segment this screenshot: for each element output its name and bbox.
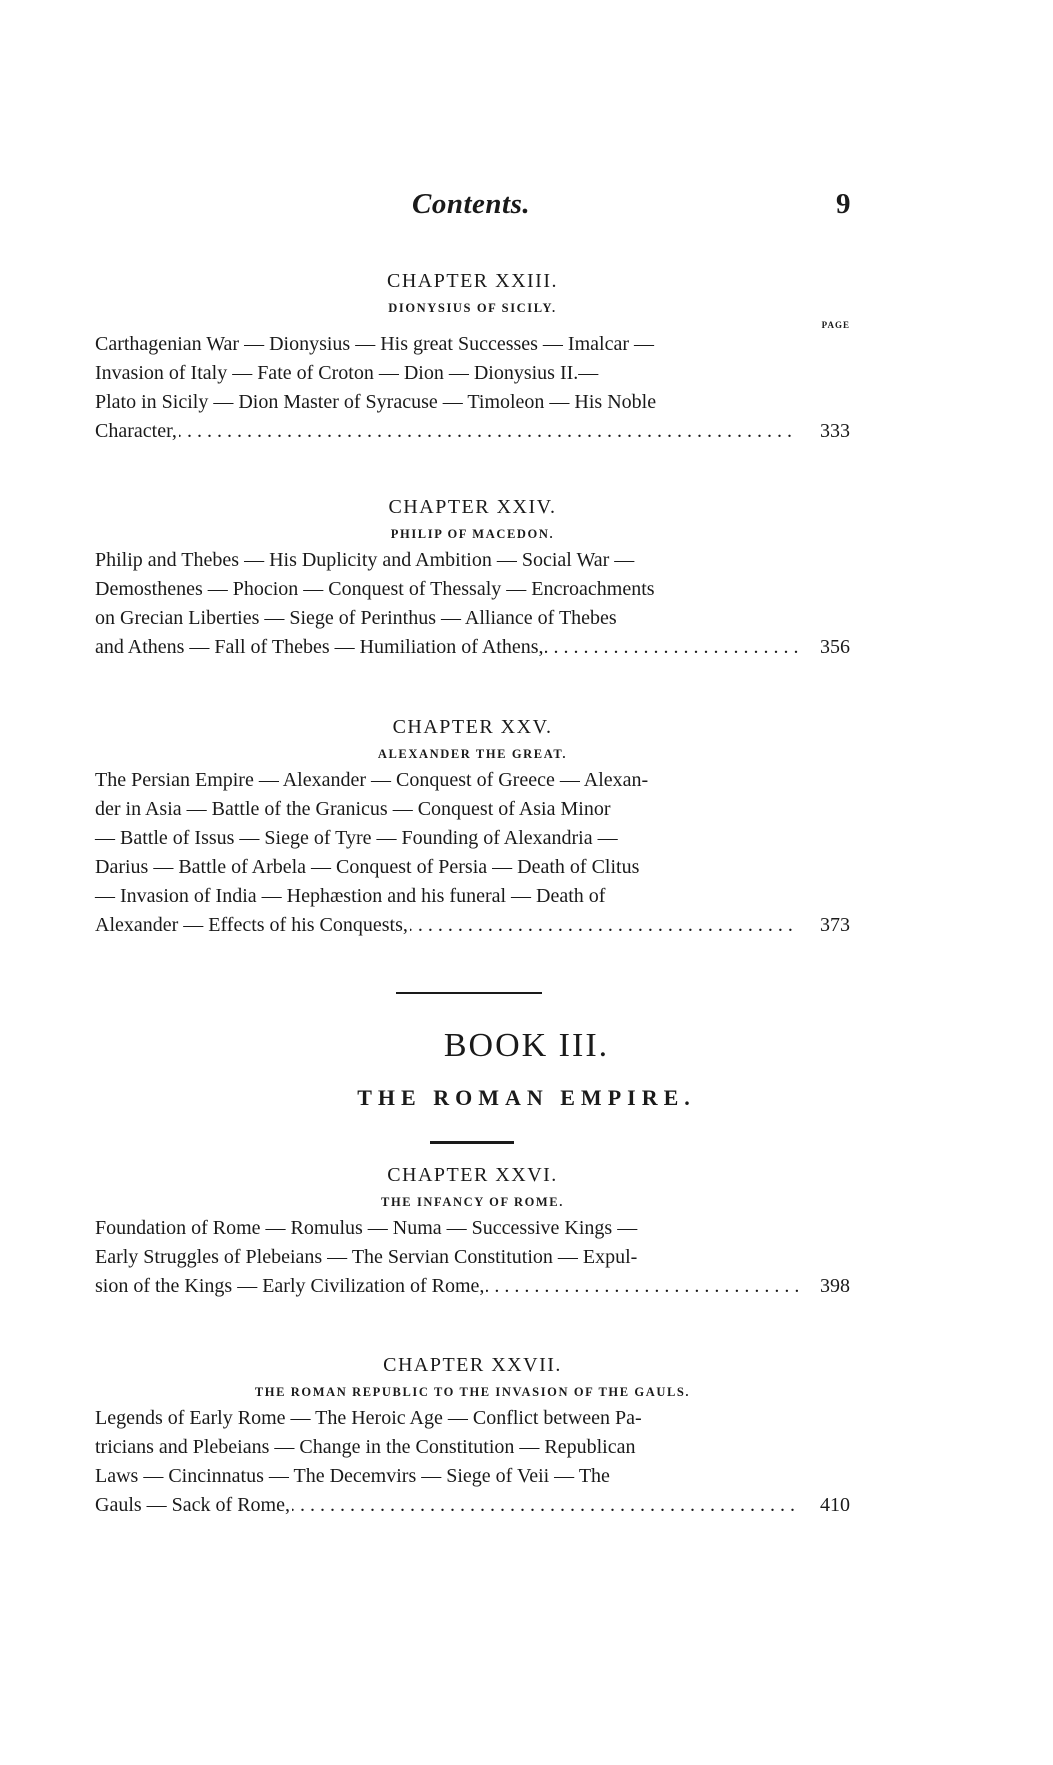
page-number: 9 [836,188,851,220]
page-reference: 356 [820,636,850,658]
running-title: Contents. [412,188,531,220]
book-rule [430,1141,514,1144]
summary-last-line [95,1272,802,1301]
summary-line: Foundation of Rome — Romulus — Numa — Successive Kings — [95,1217,638,1239]
summary-last-line [95,417,802,446]
dot-leader [410,911,798,940]
chapter-subtitle: DIONYSIUS OF SICILY. [388,301,557,315]
summary-line: Invasion of Italy — Fate of Croton — Dion — Dionysius II.— [95,362,599,384]
running-head [0,188,1053,228]
chapter-summary [95,1214,850,1301]
chapter-summary [95,330,850,446]
summary-line: — Battle of Issus — Siege of Tyre — Founding of Alexandria — [95,827,618,849]
summary-line: and Athens — Fall of Thebes — Humiliation of Athens, [95,636,544,658]
summary-line: sion of the Kings — Early Civilization of Rome, [95,1275,485,1297]
chapter-subtitle: PHILIP OF MACEDON. [390,527,555,541]
summary-line: der in Asia — Battle of the Granicus — Conquest of Asia Minor [95,798,611,820]
chapter-23 [95,266,850,446]
book-heading: BOOK III. [443,1027,610,1064]
summary-line: Demosthenes — Phocion — Conquest of Thessaly — Encroachments [95,578,655,600]
summary-line: Early Struggles of Plebeians — The Servian Constitution — Expul- [95,1246,638,1268]
page-reference: 373 [820,914,850,936]
summary-line: — Invasion of India — Hephæstion and his funeral — Death of [95,885,606,907]
summary-line: Darius — Battle of Arbela — Conquest of Persia — Death of Clitus [95,856,640,878]
chapter-26 [95,1160,850,1301]
summary-last-line [95,911,802,940]
summary-line: Character, [95,420,177,442]
summary-last-line [95,1491,802,1520]
summary-line: tricians and Plebeians — Change in the Constitution — Republican [95,1436,636,1458]
chapter-title: CHAPTER XXVII. [383,1354,562,1376]
dot-leader [179,417,798,446]
chapter-27 [95,1350,850,1520]
chapter-24 [95,492,850,662]
summary-line: on Grecian Liberties — Siege of Perinthus — Alliance of Thebes [95,607,617,629]
chapter-summary [95,546,850,662]
summary-line: Laws — Cincinnatus — The Decemvirs — Siege of Veii — The [95,1465,610,1487]
summary-last-line [95,633,802,662]
chapter-subtitle: ALEXANDER THE GREAT. [377,747,568,761]
summary-line: Plato in Sicily — Dion Master of Syracuse — Timoleon — His Noble [95,391,657,413]
chapter-title: CHAPTER XXIII. [387,270,558,292]
summary-line: Alexander — Effects of his Conquests, [95,914,408,936]
chapter-title: CHAPTER XXVI. [387,1164,558,1186]
summary-line: The Persian Empire — Alexander — Conquest of Greece — Alexan- [95,769,649,791]
summary-line: Philip and Thebes — His Duplicity and Ambition — Social War — [95,549,635,571]
section-rule [396,992,542,994]
summary-line: Legends of Early Rome — The Heroic Age — Conflict between Pa- [95,1407,642,1429]
chapter-25 [95,712,850,940]
chapter-subtitle: THE INFANCY OF ROME. [381,1195,564,1209]
summary-line: Gauls — Sack of Rome, [95,1494,290,1516]
dot-leader [486,1272,798,1301]
page-column-label: PAGE [821,320,850,330]
page-reference: 410 [820,1494,850,1516]
summary-line: Carthagenian War — Dionysius — His great Successes — Imalcar — [95,333,654,355]
chapter-title: CHAPTER XXV. [392,716,553,738]
page-reference: 398 [820,1275,850,1297]
book-subheading: THE ROMAN EMPIRE. [357,1085,696,1110]
dot-leader [545,633,798,662]
chapter-summary [95,766,850,940]
chapter-title: CHAPTER XXIV. [388,496,557,518]
page-reference: 333 [820,420,850,442]
chapter-summary [95,1404,850,1520]
chapter-subtitle: THE ROMAN REPUBLIC TO THE INVASION OF THE GAULS. [254,1385,691,1399]
dot-leader [292,1491,798,1520]
